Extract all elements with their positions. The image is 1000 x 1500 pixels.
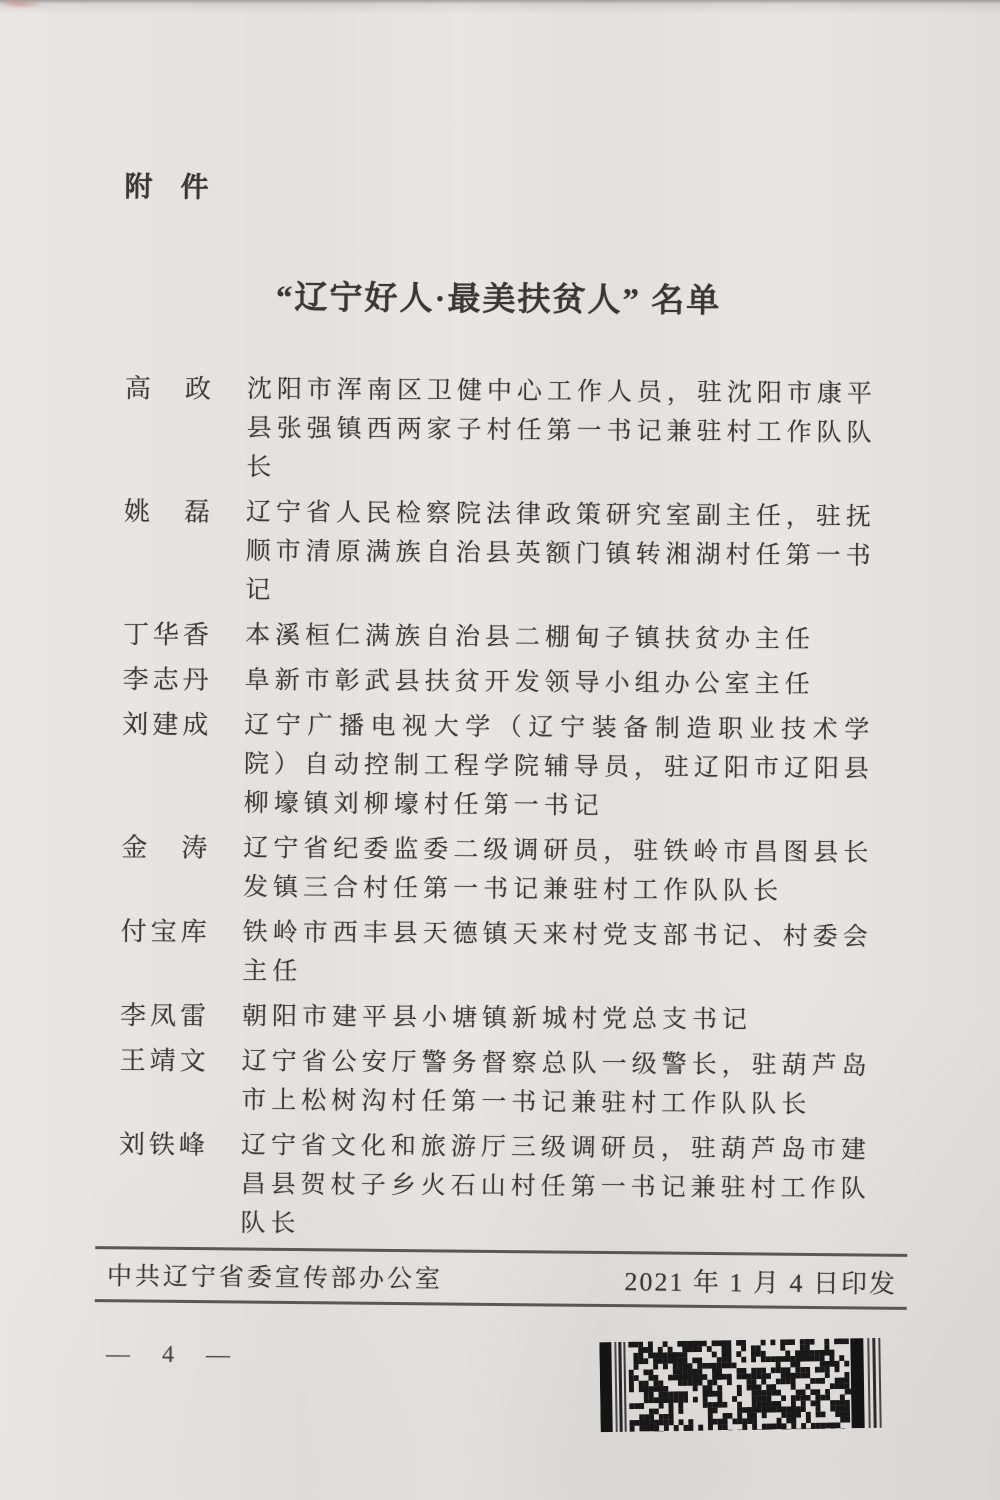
attachment-label: 附 件	[124, 172, 209, 204]
list-item	[122, 705, 883, 828]
list-item	[123, 615, 883, 660]
honoree-name: 丁华香	[122, 620, 214, 650]
honoree-description: 铁岭市西丰县天德镇天来村党支部书记、村委会主任	[242, 919, 873, 986]
honoree-name: 刘建成	[122, 710, 213, 740]
honoree-name: 李凤雷	[119, 1001, 211, 1031]
honoree-description: 沈阳市浑南区卫健中心工作人员，驻沈阳市康平县张强镇西两家子村任第一书记兼驻村工作队队长	[246, 376, 878, 482]
honoree-description: 阜新市彰武县扶贫开发领导小组办公室主任	[244, 667, 815, 699]
honoree-name: 姚 磊	[123, 497, 215, 527]
honoree-name: 刘铁峰	[118, 1130, 210, 1160]
list-item	[118, 1125, 879, 1248]
honoree-name: 王靖文	[119, 1046, 210, 1076]
list-item	[120, 996, 880, 1041]
honoree-list	[118, 369, 885, 1248]
honoree-description: 辽宁广播电视大学（辽宁装备制造职业技术学院）自动控制工程学院辅导员，驻辽阳市辽阳县柳壕镇刘柳壕村任第一书记	[243, 712, 875, 820]
honoree-name: 高 政	[124, 374, 216, 404]
list-item	[120, 912, 881, 996]
honoree-description: 辽宁省公安厅警务督察总队一级警长，驻葫芦岛市上松树沟村任第一书记兼驻村工作队队长	[241, 1048, 872, 1119]
honoree-name: 付宝库	[120, 917, 211, 947]
honoree-description: 辽宁省文化和旅游厅三级调研员，驻葫芦岛市建昌县贺杖子乡火石山村任第一书记兼驻村工作队队长	[240, 1132, 872, 1238]
list-item	[121, 828, 882, 912]
honoree-description: 辽宁省人民检察院法律政策研究室副主任，驻抚顺市清原满族自治县英额门镇转湘湖村任第一书记	[245, 499, 877, 605]
list-item	[123, 492, 884, 615]
honoree-description: 朝阳市建平县小塘镇新城村党总支书记	[241, 1003, 753, 1035]
issuing-office: 中共辽宁省委宣传部办公室	[106, 1263, 444, 1294]
honoree-description: 本溪桓仁满族自治县二棚甸子镇扶贫办主任	[244, 622, 816, 654]
page-number: — 4 —	[105, 1341, 241, 1369]
document-title: “辽宁好人·最美扶贫人” 名单	[275, 280, 722, 320]
footer-bar	[95, 1246, 908, 1310]
honoree-name: 金 涛	[121, 833, 212, 863]
honoree-description: 辽宁省纪委监委二级调研员，驻铁岭市昌图县长发镇三合村任第一书记兼驻村工作队队长	[242, 835, 874, 906]
list-item	[119, 1041, 880, 1125]
list-item	[124, 369, 885, 492]
pdf417-barcode	[599, 1338, 886, 1432]
list-item	[122, 660, 882, 705]
barcode-image	[599, 1338, 886, 1432]
honoree-name: 李志丹	[122, 665, 213, 695]
print-date: 2021 年 1 月 4 日印发	[624, 1266, 898, 1299]
